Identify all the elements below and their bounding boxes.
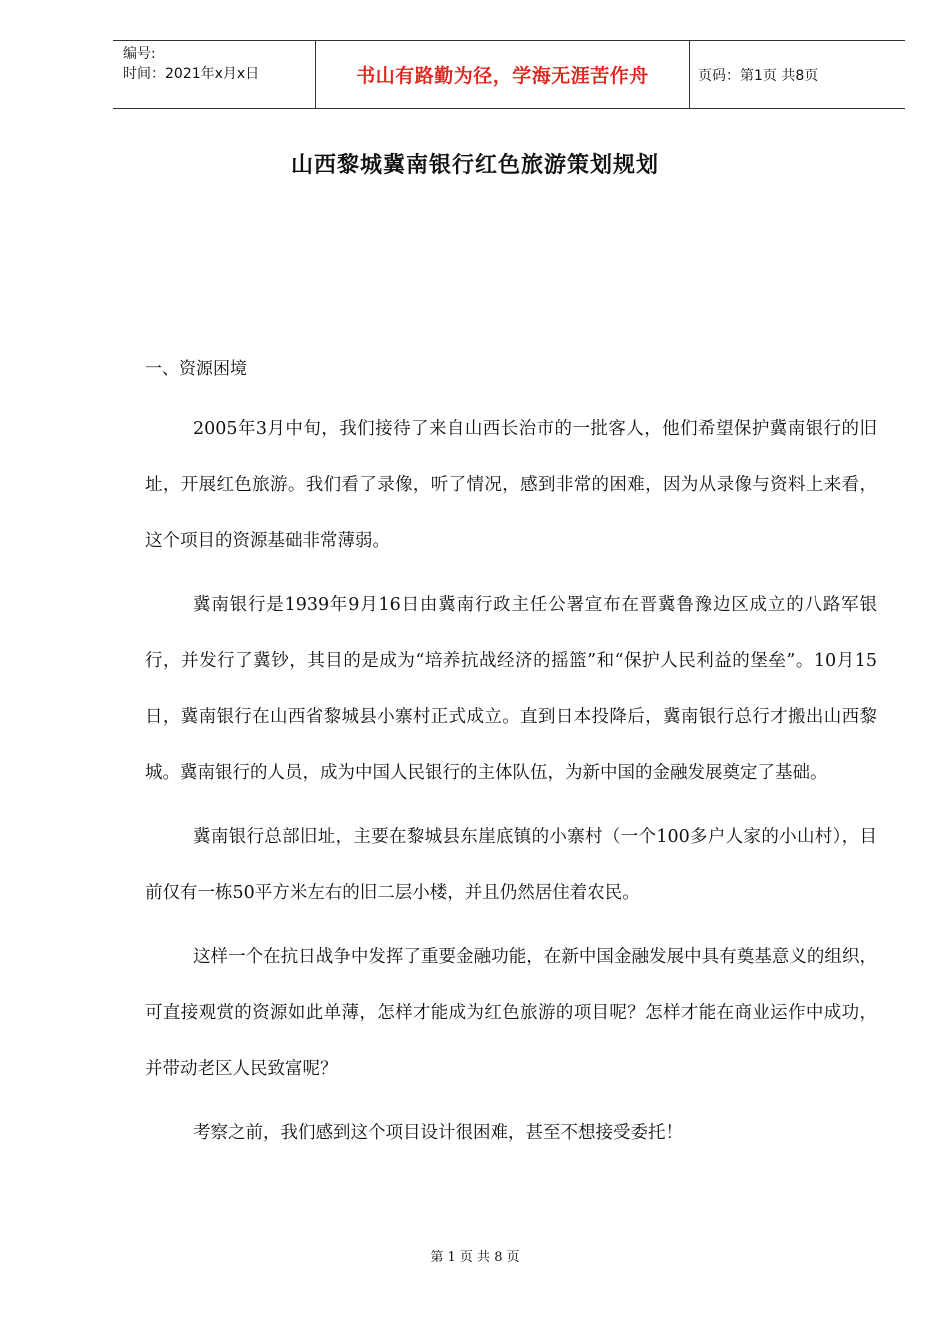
header-page-number: 页码：第1页 共8页 [698, 67, 819, 84]
document-time-label: 时间：2021年x月x日 [123, 66, 260, 82]
header-motto: 书山有路勤为径，学海无涯苦作舟 [315, 41, 690, 108]
header-meta-cell [113, 41, 315, 108]
body-paragraph: 这样一个在抗日战争中发挥了重要金融功能，在新中国金融发展中具有奠基意义的组织，可直接观赏的资源如此单薄，怎样才能成为红色旅游的项目呢？怎样才能在商业运作中成功，并带动老区人民致富呢？ [145, 947, 877, 1079]
body-paragraph: 冀南银行是1939年9月16日由冀南行政主任公署宣布在晋冀鲁豫边区成立的八路军银行，并发行了冀钞，其目的是成为“培养抗战经济的摇篮”和“保护人民利益的堡垒”。10月15日，冀南银行在山西省黎城县小寨村正式成立。直到日本投降后，冀南银行总行才搬出山西黎城。冀南银行的人员，成为中国人民银行的主体队伍，为新中国的金融发展奠定了基础。 [145, 595, 877, 783]
document-number-label: 编号: [123, 46, 156, 62]
body-paragraph: 冀南银行总部旧址，主要在黎城县东崖底镇的小寨村（一个100多户人家的小山村），目前仅有一栋50平方米左右的旧二层小楼，并且仍然居住着农民。 [145, 827, 877, 903]
section-heading: 一、资源困境 [145, 359, 247, 379]
body-paragraph: 考察之前，我们感到这个项目设计很困难，甚至不想接受委托！ [193, 1123, 683, 1143]
document-body [145, 401, 877, 1169]
page-footer: 第 1 页 共 8 页 [430, 1250, 520, 1265]
body-paragraph: 2005年3月中旬，我们接待了来自山西长治市的一批客人，他们希望保护冀南银行的旧址，开展红色旅游。我们看了录像，听了情况，感到非常的困难，因为从录像与资料上来看，这个项目的资源基础非常薄弱。 [145, 419, 877, 551]
page-header-table [113, 40, 905, 109]
document-title: 山西黎城冀南银行红色旅游策划规划 [290, 152, 659, 178]
